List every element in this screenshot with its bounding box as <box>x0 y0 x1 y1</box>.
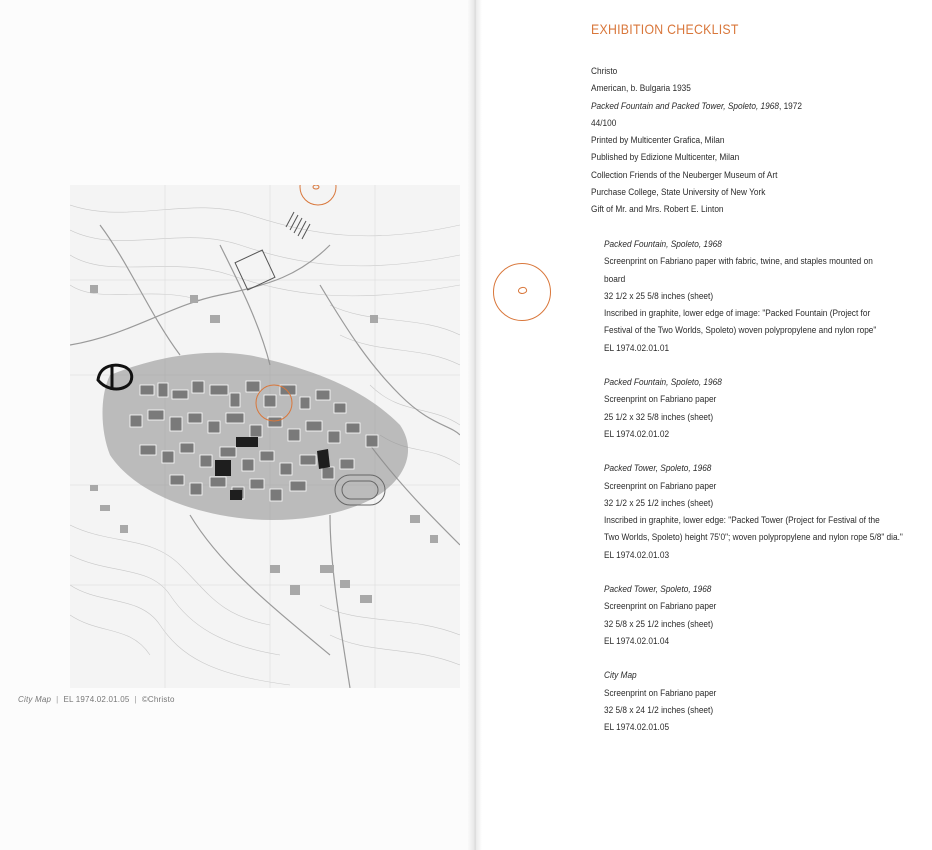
artist-info <box>591 63 911 219</box>
caption-separator: | <box>134 695 137 704</box>
entry-line: 32 1/2 x 25 1/2 inches (sheet) <box>604 497 714 508</box>
checklist-entries <box>604 236 924 753</box>
entry-line: EL 1974.02.01.05 <box>604 722 670 733</box>
entry-line: board <box>604 273 626 284</box>
entry-line: EL 1974.02.01.03 <box>604 549 670 560</box>
publisher: Published by Edizione Multicenter, Milan <box>591 152 740 163</box>
entry-title: Packed Fountain, Spoleto, 1968 <box>604 239 722 249</box>
entry-line: Screenprint on Fabriano paper with fabric, twine, and staples mounted on <box>604 256 873 267</box>
caption-separator: | <box>56 695 59 704</box>
entry-title: City Map <box>604 670 637 681</box>
entry-line: Screenprint on Fabriano paper <box>604 480 717 491</box>
work-title: Packed Fountain and Packed Tower, Spoleto, 1968 <box>591 100 779 111</box>
checklist-entry <box>604 581 924 650</box>
caption-title: City Map <box>18 695 52 704</box>
checklist-entry <box>604 236 924 357</box>
entry-line: 32 1/2 x 25 5/8 inches (sheet) <box>604 290 714 301</box>
entry-line: Festival of the Two Worlds, Spoleto) woven polypropylene and nylon rope" <box>604 325 877 336</box>
checklist-entry <box>604 374 924 443</box>
entry-line: EL 1974.02.01.02 <box>604 428 670 439</box>
page-title: EXHIBITION CHECKLIST <box>591 21 739 37</box>
work-year: , 1972 <box>778 100 802 111</box>
edition: 44/100 <box>591 117 617 128</box>
artist-nationality: American, b. Bulgaria 1935 <box>591 83 691 94</box>
work-title-line <box>591 98 885 115</box>
entry-line: EL 1974.02.01.04 <box>604 635 670 646</box>
entry-line: Screenprint on Fabriano paper <box>604 601 717 612</box>
entry-title: Packed Tower, Spoleto, 1968 <box>604 463 712 474</box>
caption-number: EL 1974.02.01.05 <box>63 695 130 704</box>
caption-credit: ©Christo <box>141 695 175 704</box>
gift-credit: Gift of Mr. and Mrs. Robert E. Linton <box>591 204 724 215</box>
checklist-entry <box>604 460 924 564</box>
entry-line: 25 1/2 x 32 5/8 inches (sheet) <box>604 411 714 422</box>
printer: Printed by Multicenter Grafica, Milan <box>591 135 725 146</box>
city-map-image <box>70 185 460 688</box>
entry-title: Packed Fountain, Spoleto, 1968 <box>604 377 722 388</box>
entry-line: Inscribed in graphite, lower edge: "Packed Tower (Project for Festival of the <box>604 515 880 526</box>
entry-line: 32 5/8 x 24 1/2 inches (sheet) <box>604 704 714 715</box>
entry-line: Two Worlds, Spoleto) height 75'0"; woven polypropylene and nylon rope 5/8" dia." <box>604 532 903 543</box>
entry-line: 32 5/8 x 25 1/2 inches (sheet) <box>604 618 714 629</box>
entry-line: Screenprint on Fabriano paper <box>604 394 717 405</box>
entry-line: EL 1974.02.01.01 <box>604 342 670 353</box>
entry-line: Screenprint on Fabriano paper <box>604 687 717 698</box>
entry-title: Packed Tower, Spoleto, 1968 <box>604 584 712 595</box>
institution: Purchase College, State University of New York <box>591 187 766 198</box>
checklist-entry <box>604 667 924 736</box>
book-gutter <box>468 0 482 850</box>
location-marker-icon <box>493 263 551 321</box>
artist-name: Christo <box>591 66 618 76</box>
map-caption <box>18 695 175 704</box>
fountain-shape-icon <box>517 286 528 296</box>
collection: Collection Friends of the Neuberger Museum of Art <box>591 169 778 180</box>
entry-line: Inscribed in graphite, lower edge of image: "Packed Fountain (Project for <box>604 308 871 319</box>
